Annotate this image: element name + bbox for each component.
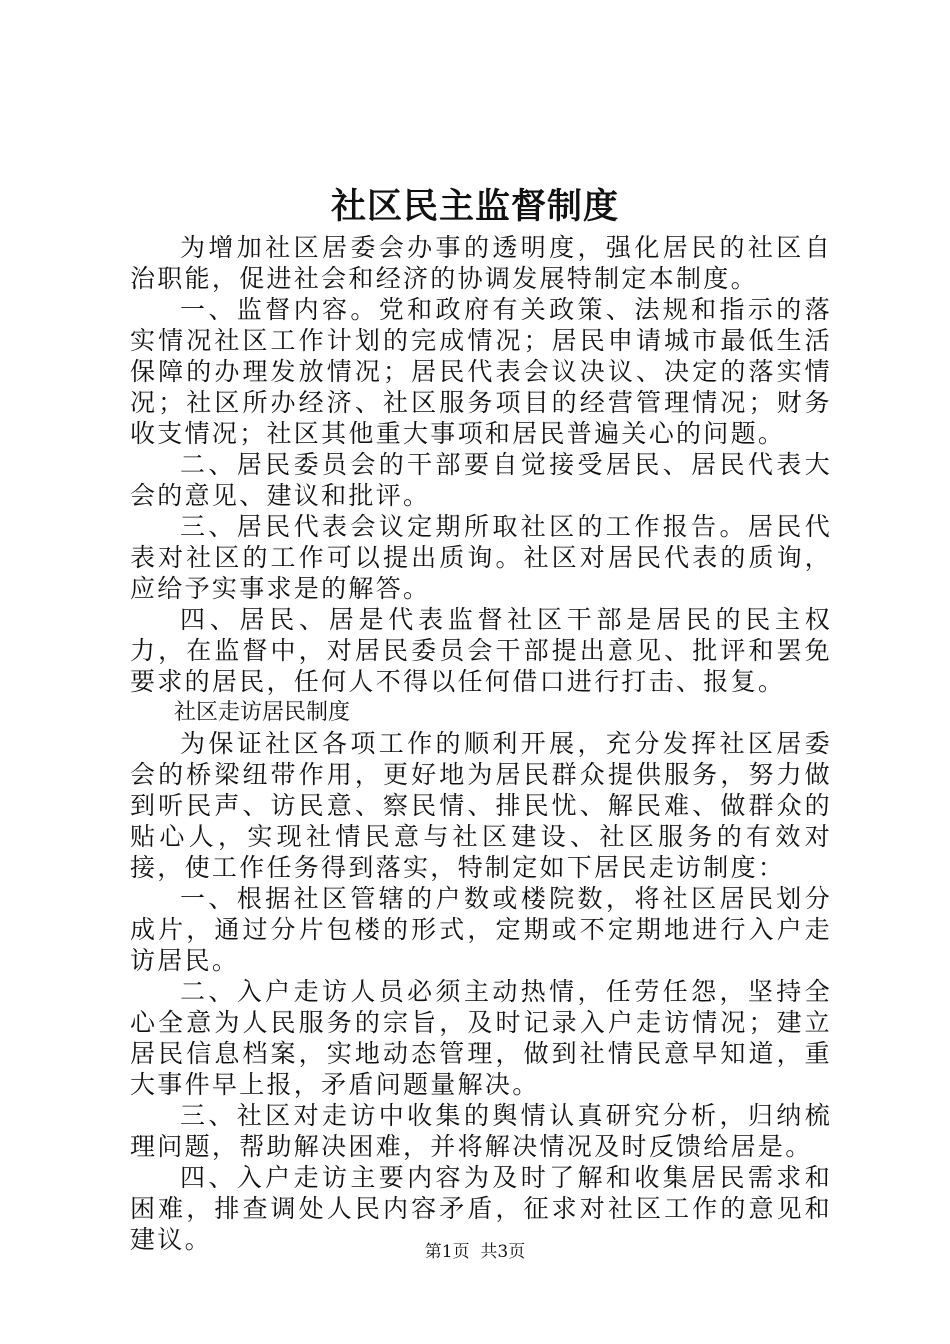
section-heading: 社区走访居民制度 xyxy=(174,700,351,725)
document-title: 社区民主监督制度 xyxy=(330,186,619,227)
paragraph-section2-item-3: 三、社区对走访中收集的舆情认真研究分析，归纳梳理问题，帮助解决困难，并将解决情况及时反馈给居是。 xyxy=(130,1101,832,1161)
paragraph-item-2: 二、居民委员会的干部要自觉接受居民、居民代表大会的意见、建议和批评。 xyxy=(130,450,832,510)
paragraph-item-4: 四、居民、居是代表监督社区干部是居民的民主权力，在监督中，对居民委员会干部提出意见、批评和罢免要求的居民，任何人不得以任何借口进行打击、报复。 xyxy=(130,605,832,696)
document-body xyxy=(130,232,832,1255)
paragraph-item-3: 三、居民代表会议定期所取社区的工作报告。居民代表对社区的工作可以提出质询。社区对居民代表的质询，应给予实事求是的解答。 xyxy=(130,512,832,603)
paragraph-section2-intro: 为保证社区各项工作的顺利开展，充分发挥社区居委会的桥梁纽带作用，更好地为居民群众提供服务，努力做到听民声、访民意、察民情、排民忧、解民难、做群众的贴心人，实现社情民意与社区建设、社区服务的有效对接，使工作任务得到落实，特制定如下居民走访制度： xyxy=(130,729,832,882)
paragraph-section2-item-2: 二、入户走访人员必须主动热情，任劳任怨，坚持全心全意为人民服务的宗旨，及时记录入户走访情况；建立居民信息档案，实地动态管理，做到社情民意早知道，重大事件早上报，矛盾问题量解决。 xyxy=(130,977,832,1099)
paragraph-intro: 为增加社区居委会办事的透明度，强化居民的社区自治职能，促进社会和经济的协调发展特制定本制度。 xyxy=(130,233,832,293)
paragraph-item-1: 一、监督内容。党和政府有关政策、法规和指示的落实情况社区工作计划的完成情况；居民申请城市最低生活保障的办理发放情况；居民代表会议决议、决定的落实情况；社区所办经济、社区服务项目的经营管理情况；财务收支情况；社区其他重大事项和居民普遍关心的问题。 xyxy=(130,295,832,448)
paragraph-section2-item-4: 四、入户走访主要内容为及时了解和收集居民需求和困难，排查调处人民内容矛盾，征求对社区工作的意见和建议。 xyxy=(130,1163,832,1254)
page-number-footer: 第1页 共3页 xyxy=(424,1242,526,1262)
paragraph-section2-item-1: 一、根据社区管辖的户数或楼院数，将社区居民划分成片，通过分片包楼的形式，定期或不定期地进行入户走访居民。 xyxy=(130,884,832,975)
